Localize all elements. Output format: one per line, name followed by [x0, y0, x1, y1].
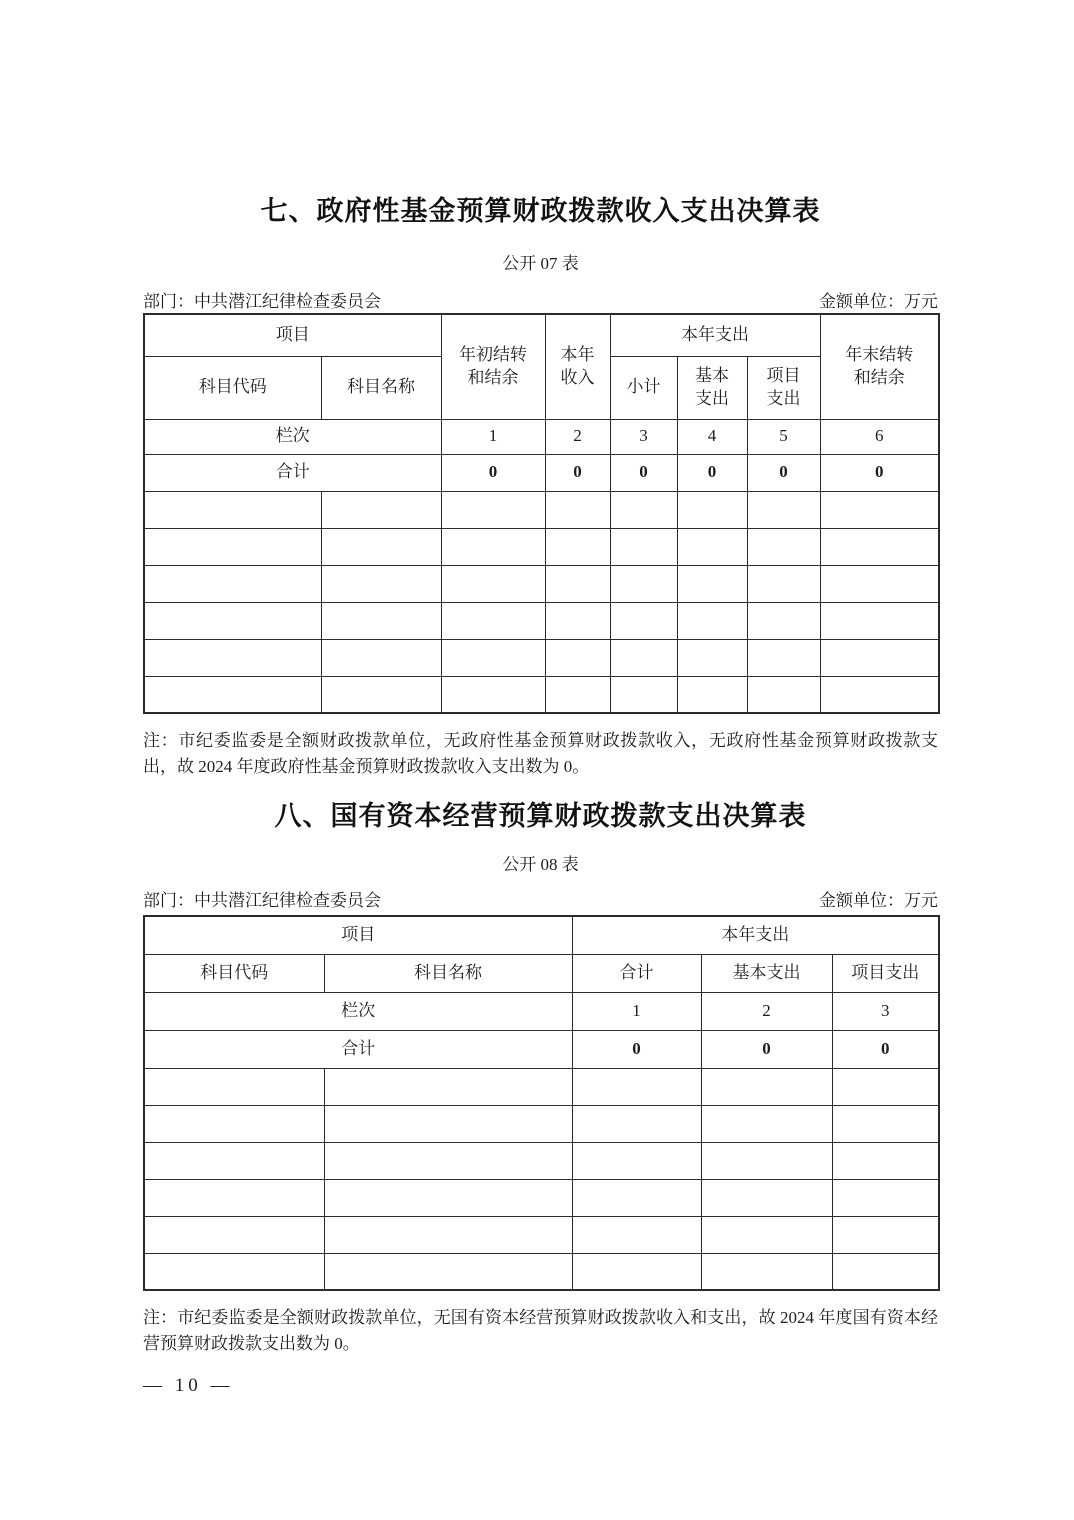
empty-cell	[701, 1253, 832, 1290]
empty-cell	[545, 639, 610, 676]
empty-cell	[144, 528, 321, 565]
table7-header-subject-code: 科目代码	[144, 356, 321, 419]
empty-table-row	[144, 491, 939, 528]
empty-table-row	[144, 1142, 939, 1179]
empty-cell	[144, 1105, 324, 1142]
section7-table-code: 公开 07 表	[502, 254, 579, 273]
empty-cell	[832, 1105, 939, 1142]
section7-title: 七、政府性基金预算财政拨款收入支出决算表	[260, 196, 821, 226]
table7-header-row-1	[144, 314, 939, 356]
table7-total-label: 合计	[144, 454, 441, 491]
empty-cell	[747, 528, 820, 565]
empty-cell	[545, 602, 610, 639]
table7-column-index-5: 5	[747, 419, 820, 454]
empty-cell	[144, 1253, 324, 1290]
table8-total-row	[144, 1030, 939, 1068]
section7-table	[143, 313, 940, 714]
table7-total-row	[144, 454, 939, 491]
table7-column-index-label: 栏次	[144, 419, 441, 454]
empty-cell	[324, 1253, 572, 1290]
empty-table-row	[144, 1068, 939, 1105]
empty-cell	[321, 639, 441, 676]
empty-cell	[747, 602, 820, 639]
page-number: — 10 —	[143, 1375, 234, 1396]
empty-cell	[677, 528, 747, 565]
table8-header-subject-code: 科目代码	[144, 954, 324, 992]
table7-total-value-6: 0	[820, 454, 939, 491]
empty-cell	[144, 1142, 324, 1179]
empty-cell	[610, 528, 677, 565]
empty-table-row	[144, 1253, 939, 1290]
section8-note: 注：市纪委监委是全额财政拨款单位，无国有资本经营预算财政拨款收入和支出，故 2024 年度国有资本经营预算财政拨款支出数为 0。	[143, 1308, 938, 1353]
empty-table-row	[144, 676, 939, 713]
table7-header-current-year-expenditure: 本年支出	[610, 314, 820, 356]
table8-header-project-expenditure: 项目支出	[832, 954, 939, 992]
empty-cell	[572, 1142, 701, 1179]
empty-cell	[144, 565, 321, 602]
empty-cell	[747, 491, 820, 528]
table8-empty-rows	[144, 1068, 939, 1290]
empty-cell	[610, 602, 677, 639]
empty-cell	[832, 1068, 939, 1105]
empty-cell	[545, 565, 610, 602]
empty-cell	[747, 676, 820, 713]
section7-note: 注：市纪委监委是全额财政拨款单位，无政府性基金预算财政拨款收入，无政府性基金预算财政拨款支出，故 2024 年度政府性基金预算财政拨款收入支出数为 0。	[143, 731, 938, 776]
empty-cell	[441, 639, 545, 676]
table7-header-closing-balance: 年末结转和结余	[820, 314, 939, 419]
table7-column-index-3: 3	[610, 419, 677, 454]
empty-cell	[144, 639, 321, 676]
empty-cell	[820, 491, 939, 528]
empty-cell	[144, 491, 321, 528]
table8-total-value-2: 0	[701, 1030, 832, 1068]
empty-cell	[820, 676, 939, 713]
empty-cell	[832, 1253, 939, 1290]
table8-column-index-3: 3	[832, 992, 939, 1030]
table8-header-row-1	[144, 916, 939, 954]
empty-cell	[677, 565, 747, 602]
table7-header-subtotal: 小计	[610, 356, 677, 419]
table7-header-project: 项目	[144, 314, 441, 356]
empty-table-row	[144, 1179, 939, 1216]
empty-cell	[747, 639, 820, 676]
empty-cell	[701, 1216, 832, 1253]
empty-cell	[832, 1216, 939, 1253]
empty-cell	[701, 1179, 832, 1216]
empty-table-row	[144, 639, 939, 676]
table8-total-value-3: 0	[832, 1030, 939, 1068]
empty-cell	[572, 1179, 701, 1216]
empty-table-row	[144, 565, 939, 602]
empty-cell	[677, 639, 747, 676]
empty-cell	[144, 1179, 324, 1216]
empty-table-row	[144, 528, 939, 565]
table8-header-basic-expenditure: 基本支出	[701, 954, 832, 992]
empty-cell	[441, 491, 545, 528]
empty-cell	[324, 1068, 572, 1105]
empty-cell	[610, 639, 677, 676]
empty-cell	[832, 1179, 939, 1216]
empty-cell	[677, 602, 747, 639]
empty-cell	[144, 1068, 324, 1105]
empty-cell	[572, 1105, 701, 1142]
section7-department-label: 部门：中共潜江纪律检查委员会	[143, 292, 381, 311]
empty-cell	[701, 1068, 832, 1105]
table7-header-opening-balance: 年初结转和结余	[441, 314, 545, 419]
empty-cell	[572, 1253, 701, 1290]
table8-header-total: 合计	[572, 954, 701, 992]
table7-total-value-5: 0	[747, 454, 820, 491]
section7-unit-label: 金额单位：万元	[819, 292, 938, 311]
empty-cell	[677, 676, 747, 713]
table7-header-current-year-income: 本年收入	[545, 314, 610, 419]
table7-total-value-3: 0	[610, 454, 677, 491]
empty-cell	[144, 676, 321, 713]
empty-cell	[832, 1142, 939, 1179]
empty-cell	[701, 1105, 832, 1142]
table8-column-index-1: 1	[572, 992, 701, 1030]
empty-cell	[820, 602, 939, 639]
table7-column-index-4: 4	[677, 419, 747, 454]
empty-cell	[321, 528, 441, 565]
section7-meta-row	[143, 291, 938, 313]
empty-cell	[677, 491, 747, 528]
empty-cell	[324, 1216, 572, 1253]
empty-cell	[441, 602, 545, 639]
table8-column-index-row	[144, 992, 939, 1030]
empty-cell	[321, 676, 441, 713]
table7-column-index-row	[144, 419, 939, 454]
empty-cell	[321, 491, 441, 528]
page-content	[143, 0, 938, 1357]
empty-cell	[324, 1142, 572, 1179]
empty-cell	[572, 1216, 701, 1253]
table7-empty-rows	[144, 491, 939, 713]
table8-header-current-year-expenditure: 本年支出	[572, 916, 939, 954]
table7-header-project-expenditure: 项目支出	[747, 356, 820, 419]
table7-column-index-1: 1	[441, 419, 545, 454]
empty-cell	[820, 565, 939, 602]
empty-table-row	[144, 602, 939, 639]
empty-cell	[324, 1105, 572, 1142]
table7-total-value-1: 0	[441, 454, 545, 491]
empty-cell	[701, 1142, 832, 1179]
table8-total-label: 合计	[144, 1030, 572, 1068]
empty-cell	[441, 565, 545, 602]
section8-title: 八、国有资本经营预算财政拨款支出决算表	[274, 801, 807, 831]
table7-column-index-6: 6	[820, 419, 939, 454]
table7-total-value-4: 0	[677, 454, 747, 491]
empty-cell	[441, 676, 545, 713]
section8-department-label: 部门：中共潜江纪律检查委员会	[143, 891, 381, 910]
empty-table-row	[144, 1216, 939, 1253]
empty-cell	[820, 639, 939, 676]
empty-cell	[610, 491, 677, 528]
table8-total-value-1: 0	[572, 1030, 701, 1068]
empty-cell	[545, 491, 610, 528]
empty-table-row	[144, 1105, 939, 1142]
section8-table	[143, 915, 940, 1291]
table8-header-project: 项目	[144, 916, 572, 954]
empty-cell	[610, 676, 677, 713]
table7-total-value-2: 0	[545, 454, 610, 491]
table7-header-subject-name: 科目名称	[321, 356, 441, 419]
empty-cell	[545, 528, 610, 565]
section8-table-code: 公开 08 表	[502, 855, 579, 874]
empty-cell	[144, 602, 321, 639]
empty-cell	[321, 602, 441, 639]
empty-cell	[747, 565, 820, 602]
table8-column-index-2: 2	[701, 992, 832, 1030]
empty-cell	[545, 676, 610, 713]
empty-cell	[572, 1068, 701, 1105]
empty-cell	[324, 1179, 572, 1216]
table7-header-basic-expenditure: 基本支出	[677, 356, 747, 419]
empty-cell	[321, 565, 441, 602]
empty-cell	[610, 565, 677, 602]
section8-meta-row	[143, 890, 938, 912]
empty-cell	[144, 1216, 324, 1253]
table7-column-index-2: 2	[545, 419, 610, 454]
empty-cell	[441, 528, 545, 565]
table8-column-index-label: 栏次	[144, 992, 572, 1030]
table8-header-row-2	[144, 954, 939, 992]
empty-cell	[820, 528, 939, 565]
section8-unit-label: 金额单位：万元	[819, 891, 938, 910]
table8-header-subject-name: 科目名称	[324, 954, 572, 992]
